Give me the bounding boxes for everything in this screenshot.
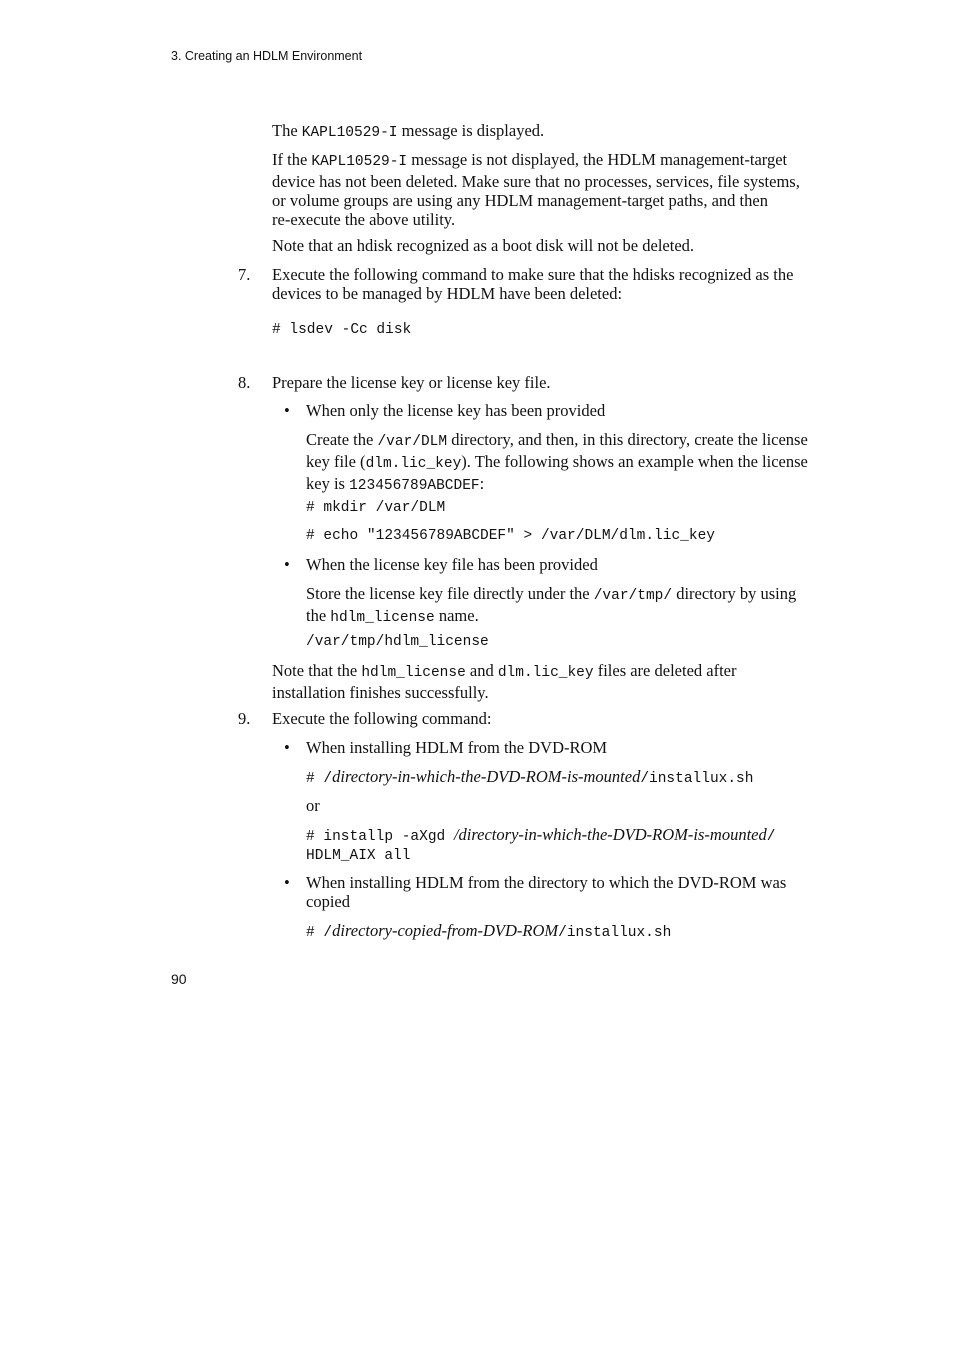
step-7-text: Execute the following command to make sure that the hdisks recognized as the devices to be managed by HDLM have been deleted: <box>272 265 794 303</box>
step-9-bullet-2-marker: • <box>284 873 290 892</box>
running-header: 3. Creating an HDLM Environment <box>171 49 363 63</box>
license-file-instructions: Store the license key file directly under the /var/tmp/ directory by using the hdlm_license name. <box>306 584 797 626</box>
installux-dvd-command: # /directory-in-which-the-DVD-ROM-is-mounted/installux.sh <box>306 767 754 787</box>
step-8-bullet-1-title: When only the license key has been provided <box>306 401 606 420</box>
step-9-bullet-2-title: When installing HDLM from the directory to which the DVD-ROM was copied <box>306 873 787 911</box>
or-text: or <box>306 796 320 815</box>
step-9-bullet-1-marker: • <box>284 738 290 757</box>
boot-disk-note: Note that an hdisk recognized as a boot disk will not be deleted. <box>272 236 695 255</box>
step-9-number: 9. <box>238 709 251 728</box>
kapl-displayed-text: The KAPL10529-I message is displayed. <box>272 121 545 141</box>
installux-copied-command: # /directory-copied-from-DVD-ROM/installux.sh <box>306 921 672 941</box>
installp-command: # installp -aXgd /directory-in-which-the-DVD-ROM-is-mounted/ HDLM_AIX all <box>306 825 776 864</box>
echo-command: # echo "123456789ABCDEF" > /var/DLM/dlm.lic_key <box>306 528 715 544</box>
license-deletion-note: Note that the hdlm_license and dlm.lic_key files are deleted after installation finishes successfully. <box>272 661 737 702</box>
license-key-instructions: Create the /var/DLM directory, and then, in this directory, create the license key file (dlm.lic_key). The following shows an example when the license key is 123456789ABCDEF: <box>306 430 808 494</box>
license-file-path: /var/tmp/hdlm_license <box>306 634 489 650</box>
kapl-not-displayed-paragraph: If the KAPL10529-I message is not displayed, the HDLM management-target device has not been deleted. Make sure that no processes, services, file systems, or volume groups are using any HDLM management-target paths, and then re-execute the above utility. <box>272 150 800 229</box>
step-9-bullet-1-title: When installing HDLM from the DVD-ROM <box>306 738 608 757</box>
step-8-bullet-1-marker: • <box>284 401 290 420</box>
page-number: 90 <box>171 971 187 987</box>
step-8-number: 8. <box>238 373 251 392</box>
step-7-number: 7. <box>238 265 251 284</box>
step-7-command: # lsdev -Cc disk <box>272 322 412 338</box>
step-9-text: Execute the following command: <box>272 709 492 728</box>
step-8-bullet-2-marker: • <box>284 555 290 574</box>
step-8-bullet-2-title: When the license key file has been provided <box>306 555 598 574</box>
mkdir-command: # mkdir /var/DLM <box>306 500 446 516</box>
step-8-text: Prepare the license key or license key file. <box>272 373 551 392</box>
